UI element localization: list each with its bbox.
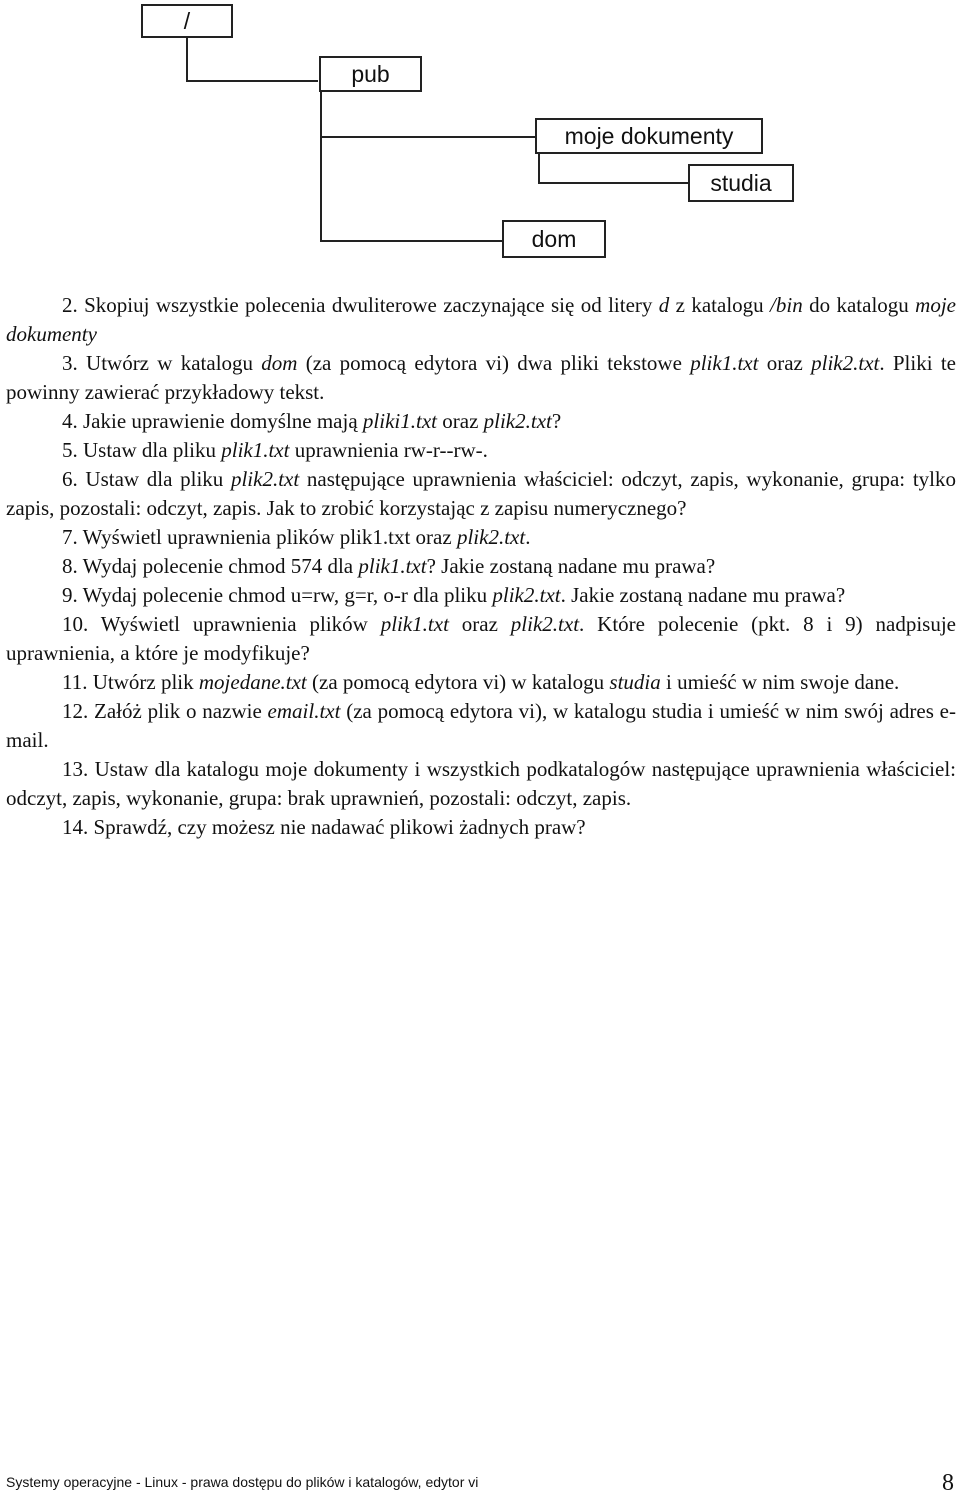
tree-connector xyxy=(320,92,322,242)
italic-run: plik2.txt xyxy=(492,583,561,607)
italic-run: dom xyxy=(261,351,298,375)
italic-run: studia xyxy=(609,670,661,694)
exercise-item-p7 xyxy=(6,523,956,552)
text-run: 2. Skopiuj wszystkie polecenia dwuliterowe zaczynające się od litery xyxy=(62,293,659,317)
text-run: . Jakie zostaną nadane mu prawa? xyxy=(560,583,846,607)
tree-connector xyxy=(538,182,688,184)
tree-node-label: studia xyxy=(710,169,772,196)
italic-run: plik2.txt xyxy=(510,612,580,636)
tree-node-dom xyxy=(502,220,606,258)
text-run: oraz xyxy=(437,409,484,433)
text-run: (za pomocą edytora vi), w katalogu studia i umieść w nim swój adres e-mail. xyxy=(6,699,956,752)
text-run: 10. Wyświetl uprawnienia plików xyxy=(62,612,381,636)
text-run: 8. Wydaj polecenie chmod 574 dla xyxy=(62,554,359,578)
italic-run: /bin xyxy=(770,293,803,317)
text-run: ? Jakie zostaną nadane mu prawa? xyxy=(426,554,716,578)
text-run: 4. Jakie uprawienie domyślne mają xyxy=(62,409,363,433)
tree-node-pub xyxy=(319,56,422,92)
tree-node-moje-dokumenty xyxy=(535,118,763,154)
exercise-list xyxy=(6,291,956,842)
text-run: z katalogu xyxy=(669,293,771,317)
text-run: następujące uprawnienia właściciel: odczyt, zapis, wykonanie, grupa: tylko zapis, pozostali: odczyt, zapis. Jak to zrobić korzystając z zapisu numerycznego? xyxy=(6,467,956,520)
exercise-item-p11 xyxy=(6,668,956,697)
text-run: ? xyxy=(551,409,562,433)
text-run: (za pomocą edytora vi) dwa pliki tekstowe xyxy=(297,351,691,375)
tree-node-label: dom xyxy=(531,225,577,252)
italic-run: plik1.txt xyxy=(380,612,449,636)
exercise-item-p8 xyxy=(6,552,956,581)
exercise-item-p2 xyxy=(6,291,956,349)
tree-connector xyxy=(320,136,538,138)
text-run: . Które polecenie (pkt. 8 i 9) nadpisuje uprawnienia, a które je modyfikuje? xyxy=(6,612,957,665)
italic-run: plik2.txt xyxy=(456,525,526,549)
tree-node-studia xyxy=(688,164,794,202)
italic-run: plik1.txt xyxy=(690,351,759,375)
italic-run: mojedane.txt xyxy=(198,670,307,694)
text-run: 3. Utwórz w katalogu xyxy=(62,351,262,375)
exercise-item-p12 xyxy=(6,697,956,755)
exercise-item-p3 xyxy=(6,349,956,407)
text-run: 12. Załóż plik o nazwie xyxy=(62,699,268,723)
text-run: 14. Sprawdź, czy możesz nie nadawać plikowi żadnych praw? xyxy=(62,815,586,839)
page-number: 8 xyxy=(942,1470,954,1496)
italic-run: plik1.txt xyxy=(358,554,427,578)
directory-tree-diagram xyxy=(136,0,826,278)
italic-run: plik2.txt xyxy=(811,351,880,375)
text-run: i umieść w nim swoje dane. xyxy=(660,670,900,694)
tree-node-root xyxy=(141,4,233,38)
text-run: 6. Ustaw dla pliku xyxy=(62,467,231,491)
text-run: (za pomocą edytora vi) w katalogu xyxy=(306,670,610,694)
text-run: 5. Ustaw dla pliku xyxy=(62,438,222,462)
text-run: 7. Wyświetl uprawnienia plików plik1.txt oraz xyxy=(62,525,457,549)
text-run: oraz xyxy=(448,612,511,636)
text-run: oraz xyxy=(758,351,812,375)
text-run: . xyxy=(525,525,531,549)
tree-connector xyxy=(186,38,188,82)
tree-node-label: / xyxy=(183,7,191,34)
tree-node-label: pub xyxy=(351,60,390,87)
tree-connector xyxy=(186,80,318,82)
italic-run: pliki1.txt xyxy=(362,409,437,433)
italic-run: plik2.txt xyxy=(230,467,300,491)
page-footer: Systemy operacyjne - Linux - prawa dostępu do plików i katalogów, edytor vi xyxy=(6,1474,479,1490)
exercise-item-p9 xyxy=(6,581,956,610)
exercise-item-p10 xyxy=(6,610,956,668)
tree-connector xyxy=(320,240,502,242)
exercise-item-p14 xyxy=(6,813,956,842)
italic-run: moje dokumenty xyxy=(6,293,956,346)
italic-run: email.txt xyxy=(267,699,341,723)
text-run: 11. Utwórz plik xyxy=(62,670,199,694)
text-run: uprawnienia rw-r--rw-. xyxy=(289,438,488,462)
text-run: 13. Ustaw dla katalogu moje dokumenty i wszystkich podkatalogów następujące uprawnienia właściciel: odczyt, zapis, wykonanie, grupa: brak uprawnień, pozostali: odczyt, zapis. xyxy=(6,757,956,810)
tree-node-label: moje dokumenty xyxy=(564,122,734,149)
exercise-item-p13 xyxy=(6,755,956,813)
text-run: do katalogu xyxy=(802,293,916,317)
exercise-item-p6 xyxy=(6,465,956,523)
text-run: . Pliki te powinny zawierać przykładowy tekst. xyxy=(6,351,956,404)
italic-run: plik1.txt xyxy=(221,438,290,462)
italic-run: plik2.txt xyxy=(483,409,552,433)
text-run: 9. Wydaj polecenie chmod u=rw, g=r, o-r dla pliku xyxy=(62,583,493,607)
italic-run: d xyxy=(658,293,670,317)
exercise-item-p5 xyxy=(6,436,956,465)
exercise-item-p4 xyxy=(6,407,956,436)
